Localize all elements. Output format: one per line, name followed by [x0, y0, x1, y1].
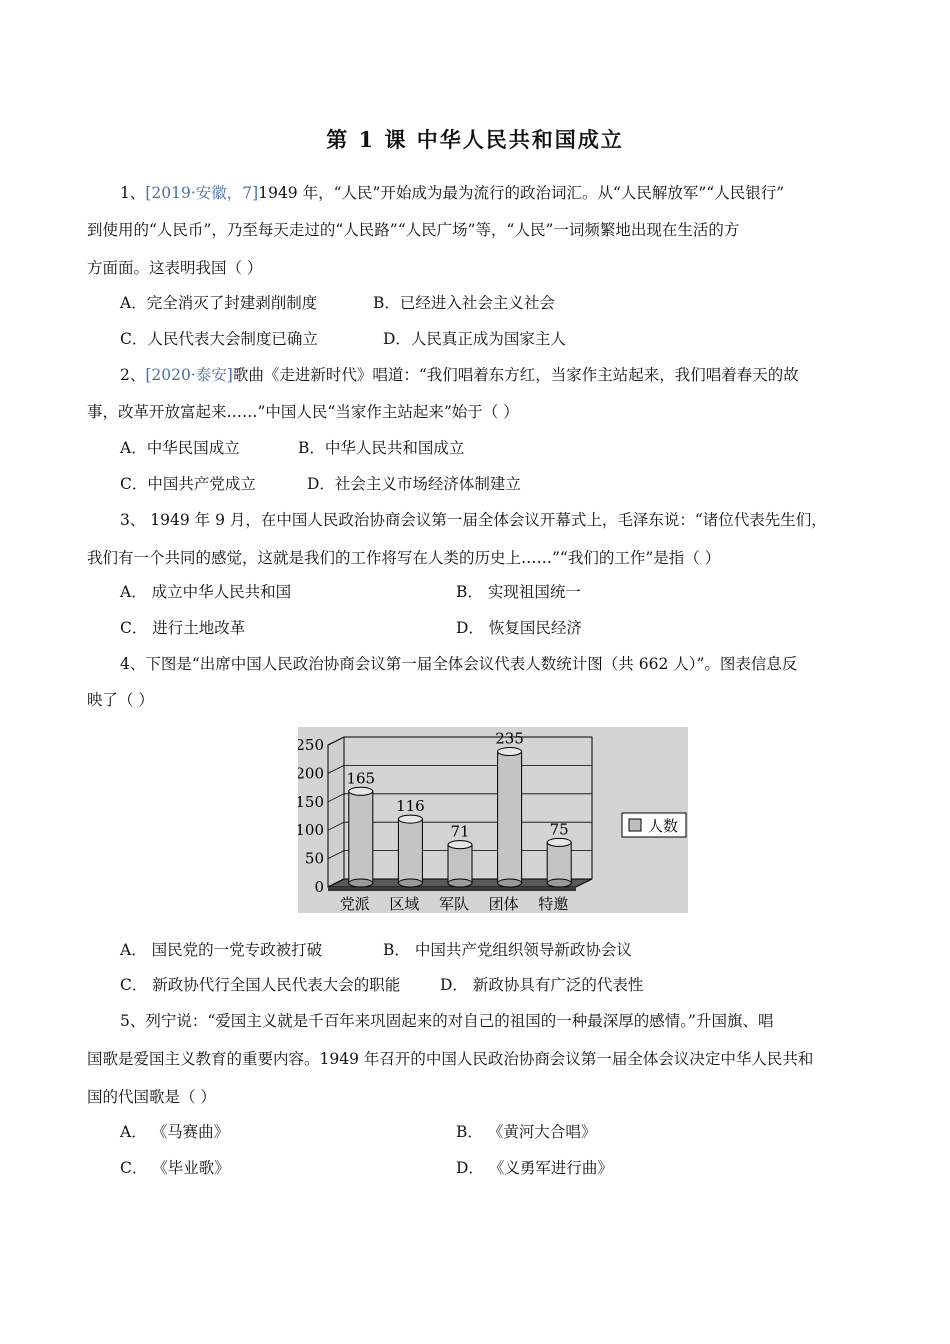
- chart-canvas: [298, 727, 688, 913]
- question-1-option-b: B．已经进入社会主义社会: [373, 294, 555, 312]
- chart-bar: [547, 838, 571, 887]
- question-1-option-c: C．人民代表大会制度已确立: [120, 330, 318, 348]
- chart-x-tick-label: 军队: [438, 895, 470, 913]
- question-2-option-c: C．中国共产党成立: [120, 475, 256, 493]
- chart-bar: [398, 815, 422, 887]
- chart-y-tick-label: 200: [298, 764, 324, 783]
- question-5-option-d: D． 《义勇军进行曲》: [456, 1159, 613, 1177]
- legend-label: 人数: [648, 817, 679, 835]
- question-3-option-a: A． 成立中华人民共和国: [120, 583, 292, 601]
- chart-y-tick-label: 100: [298, 821, 324, 840]
- chart-bar: [349, 787, 373, 887]
- question-3-option-d: D． 恢复国民经济: [456, 619, 582, 637]
- chart-y-tick-label: 250: [298, 736, 324, 754]
- question-3-option-c: C． 进行土地改革: [120, 619, 246, 637]
- question-4-option-b: B． 中国共产党组织领导新政协会议: [383, 941, 632, 959]
- question-3-line-1: 3、 1949 年 9 月，在中国人民政治协商会议第一届全体会议开幕式上，毛泽东说：“诸位代表先生们，: [120, 511, 827, 529]
- chart-bar-top: [547, 838, 571, 846]
- chart-x-tick-label: 党派: [339, 895, 370, 913]
- question-4-option-d: D． 新政协具有广泛的代表性: [440, 976, 644, 994]
- question-1-line-1: [120, 183, 784, 203]
- question-2-text-1: 歌曲《走进新时代》唱道：“我们唱着东方红，当家作主站起来，我们唱着春天的故: [232, 366, 799, 384]
- question-2-option-b: B．中华人民共和国成立: [298, 439, 465, 457]
- question-2-option-d: D．社会主义市场经济体制建立: [307, 475, 521, 493]
- chart-side-wall: [328, 737, 344, 887]
- question-4-line-1: 4、下图是“出席中国人民政治协商会议第一届全体会议代表人数统计图（共 662 人）”。图表信息反: [120, 655, 798, 673]
- question-1-option-a: A．完全消灭了封建剥削制度: [120, 294, 318, 312]
- chart-bar-body: [498, 752, 522, 883]
- chart-y-tick-label: 150: [298, 792, 324, 811]
- chart-bar: [448, 841, 472, 887]
- question-5-option-a: A． 《马赛曲》: [120, 1123, 230, 1141]
- question-1-line-2: 到使用的“人民币”，乃至每天走过的“人民路”“人民广场”等，“人民”一词频繁地出现在生活的方: [87, 221, 740, 239]
- question-4-option-c: C． 新政协代行全国人民代表大会的职能: [120, 976, 401, 994]
- question-5-option-c: C． 《毕业歌》: [120, 1159, 230, 1177]
- page-title: 第 1 课 中华人民共和国成立: [326, 127, 624, 152]
- chart-bar-top: [498, 748, 522, 756]
- chart-y-tick-label: 0: [314, 878, 324, 896]
- question-1-number: 1、: [120, 184, 146, 202]
- chart-data-label: 165: [346, 769, 376, 788]
- chart-bar-body: [448, 845, 472, 883]
- question-5-line-2: 国歌是爱国主义教育的重要内容。1949 年召开的中国人民政治协商会议第一届全体会议决定中华人民共和: [87, 1050, 814, 1068]
- chart-bar-base: [398, 879, 422, 887]
- legend-swatch: [629, 819, 641, 831]
- chart-y-axis: [298, 736, 324, 896]
- chart-bar-body: [398, 819, 422, 883]
- question-4-line-2: 映了（ ）: [87, 691, 154, 709]
- chart-bar-body: [547, 842, 571, 883]
- question-1-option-d: D．人民真正成为国家主人: [383, 330, 566, 348]
- question-5-option-b: B． 《黄河大合唱》: [456, 1123, 597, 1141]
- chart-data-label: 235: [495, 729, 524, 748]
- chart-floor-edge: [328, 887, 576, 891]
- question-2-line-1: [120, 365, 799, 385]
- question-2-option-a: A．中华民国成立: [120, 439, 240, 457]
- chart-y-tick-label: 50: [304, 849, 324, 868]
- chart-bar: [498, 748, 522, 887]
- chart-bar-base: [448, 879, 472, 887]
- question-5-line-1: 5、列宁说：“爱国主义就是千百年来巩固起来的对自己的祖国的一种最深厚的感情。”升国旗、唱: [120, 1012, 774, 1030]
- chart-bar-base: [547, 879, 571, 887]
- chart-bar-top: [448, 841, 472, 849]
- question-1-text-1: 1949 年，“人民”开始成为最为流行的政治词汇。从“人民解放军”“人民银行”: [258, 184, 785, 202]
- delegates-bar-chart: [298, 727, 688, 913]
- question-3-option-b: B． 实现祖国统一: [456, 583, 581, 601]
- question-5-line-3: 国的代国歌是（ ）: [87, 1088, 216, 1106]
- chart-data-label: 75: [549, 820, 569, 839]
- chart-bar-top: [349, 787, 373, 795]
- chart-data-label: 71: [450, 822, 470, 841]
- question-2-number: 2、: [120, 366, 146, 384]
- chart-bar-base: [349, 879, 373, 887]
- question-1-line-3: 方面面。这表明我国（ ）: [87, 259, 263, 277]
- question-4-option-a: A． 国民党的一党专政被打破: [120, 941, 323, 959]
- chart-x-tick-label: 特邀: [538, 895, 569, 913]
- chart-data-label: 116: [396, 797, 425, 816]
- chart-x-tick-label: 团体: [488, 895, 519, 913]
- chart-x-tick-label: 区域: [389, 895, 420, 913]
- question-1-source: [2019·安徽，7]: [145, 184, 259, 202]
- chart-bar-top: [398, 815, 422, 823]
- chart-bar-body: [349, 791, 373, 883]
- chart-legend: [622, 813, 686, 837]
- chart-bar-base: [498, 879, 522, 887]
- question-3-line-2: 我们有一个共同的感觉，这就是我们的工作将写在人类的历史上……”“我们的工作”是指（ ）: [87, 549, 721, 567]
- question-2-line-2: 事，改革开放富起来……”中国人民“当家作主站起来”始于（ ）: [87, 403, 519, 421]
- chart-x-axis: [340, 895, 568, 913]
- question-2-source: [2020·泰安]: [145, 366, 233, 384]
